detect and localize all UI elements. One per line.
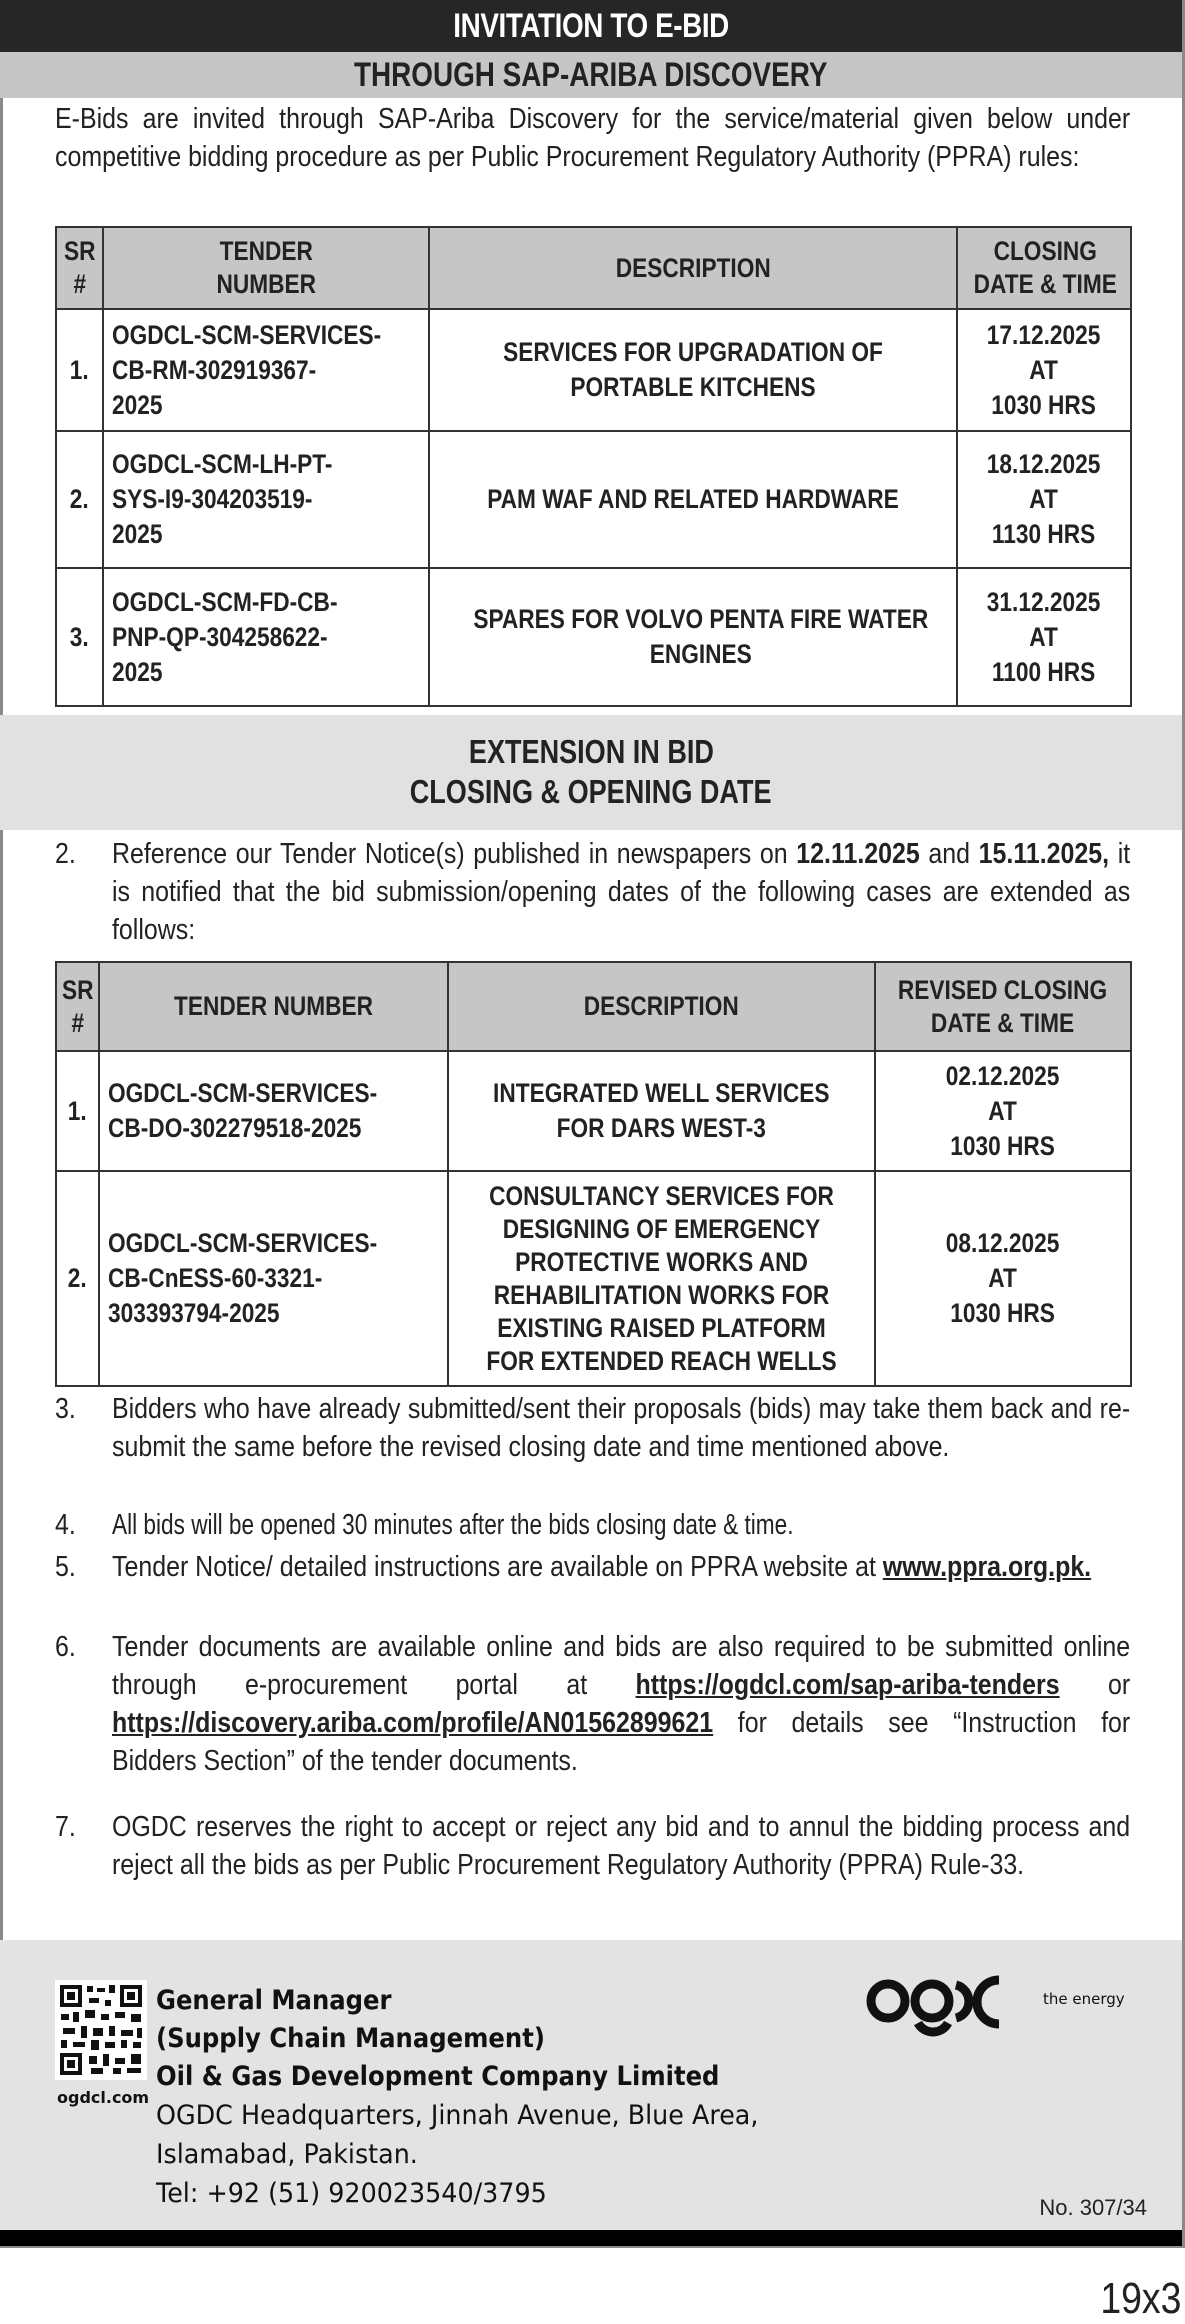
- tenders-table: [55, 226, 1132, 707]
- bottom-strip: [0, 2230, 1182, 2246]
- page-subtitle: THROUGH SAP-ARIBA DISCOVERY: [354, 56, 828, 94]
- revised-closing-cell: 02.12.2025 AT 1030 HRS: [875, 1051, 1131, 1171]
- header-sr: SR #: [56, 962, 99, 1051]
- extension-heading-line1: EXTENSION IN BID: [468, 733, 714, 770]
- title-bar: [0, 0, 1182, 52]
- item-number: 3.: [55, 1393, 76, 1425]
- header-description: DESCRIPTION: [448, 962, 875, 1051]
- extension-heading-line2: CLOSING & OPENING DATE: [410, 773, 772, 810]
- header-revised-closing: REVISED CLOSING DATE & TIME: [875, 962, 1131, 1051]
- header-tender-number: TENDER NUMBER: [103, 227, 429, 309]
- description-cell: SERVICES FOR UPGRADATION OF PORTABLE KITCHENS: [429, 309, 957, 431]
- issuer-department: (Supply Chain Management): [156, 2023, 545, 2054]
- header-description: DESCRIPTION: [429, 227, 957, 309]
- phone-line: Tel: +92 (51) 920023540/3795: [156, 2178, 547, 2209]
- issuer-company: Oil & Gas Development Company Limited: [156, 2061, 720, 2092]
- address-line: Islamabad, Pakistan.: [156, 2139, 418, 2170]
- logo-tagline: the energy: [1043, 1990, 1125, 2008]
- header-closing: CLOSING DATE & TIME: [957, 227, 1131, 309]
- closing-cell: 31.12.2025 AT 1100 HRS: [957, 568, 1131, 706]
- tender-number-cell: OGDCL-SCM-SERVICES- CB-DO-302279518-2025: [99, 1051, 448, 1171]
- closing-cell: 18.12.2025 AT 1130 HRS: [957, 431, 1131, 568]
- sr-cell: 2.: [56, 1171, 99, 1386]
- item-number: 2.: [55, 838, 76, 870]
- table-header-row: [56, 962, 1131, 1051]
- description-cell: CONSULTANCY SERVICES FOR DESIGNING OF EMERGENCY PROTECTIVE WORKS AND REHABILITATION WORKS FOR EXISTING RAISED PLATFORM FOR EXTENDED REACH WELLS: [448, 1171, 875, 1386]
- ogdc-logo-icon: [866, 1975, 976, 2055]
- table-row: [56, 1051, 1131, 1171]
- table-row: [56, 431, 1131, 568]
- header-sr: SR #: [56, 227, 103, 309]
- ad-size-label: 19x3: [1099, 2274, 1181, 2323]
- reference-number: No. 307/34: [1039, 2195, 1147, 2220]
- reference-date-1: 12.11.2025: [796, 838, 920, 870]
- item-number: 7.: [55, 1811, 76, 1843]
- tender-number-cell: OGDCL-SCM-FD-CB- PNP-QP-304258622- 2025: [103, 568, 429, 706]
- address-block: [156, 2096, 797, 2213]
- qr-label: ogdcl.com: [57, 2088, 150, 2107]
- item-number: 4.: [55, 1509, 76, 1541]
- extension-table: [55, 961, 1132, 1387]
- description-cell: SPARES FOR VOLVO PENTA FIRE WATER ENGINES: [429, 568, 957, 706]
- tender-number-cell: OGDCL-SCM-LH-PT- SYS-I9-304203519- 2025: [103, 431, 429, 568]
- description-cell: PAM WAF AND RELATED HARDWARE: [429, 431, 957, 568]
- page-title: INVITATION TO E-BID: [453, 7, 729, 45]
- address-line: OGDC Headquarters, Jinnah Avenue, Blue Area,: [156, 2100, 759, 2131]
- qr-code-icon[interactable]: [55, 1980, 147, 2080]
- sr-cell: 2.: [56, 431, 103, 568]
- table-header-row: [56, 227, 1131, 309]
- issuer-title: General Manager: [156, 1985, 392, 2016]
- subtitle-bar: [0, 52, 1182, 98]
- tender-number-cell: OGDCL-SCM-SERVICES- CB-CnESS-60-3321- 303393794-2025: [99, 1171, 448, 1386]
- header-tender-number: TENDER NUMBER: [99, 962, 448, 1051]
- tender-number-cell: OGDCL-SCM-SERVICES- CB-RM-302919367- 2025: [103, 309, 429, 431]
- ogdcl-sap-ariba-link[interactable]: https://ogdcl.com/sap-ariba-tenders: [635, 1669, 1060, 1701]
- table-row: [56, 309, 1131, 431]
- revised-closing-cell: 08.12.2025 AT 1030 HRS: [875, 1171, 1131, 1386]
- ariba-discovery-profile-link[interactable]: https://discovery.ariba.com/profile/AN01562899621: [112, 1707, 714, 1739]
- sr-cell: 1.: [56, 309, 103, 431]
- sr-cell: 1.: [56, 1051, 99, 1171]
- intro-paragraph: E-Bids are invited through SAP-Ariba Discovery for the service/material given below under competitive bidding procedure as per Public Procurement Regulatory Authority (PPRA) rules:: [55, 103, 1131, 173]
- table-row: [56, 568, 1131, 706]
- extension-heading: [0, 715, 1182, 830]
- closing-cell: 17.12.2025 AT 1030 HRS: [957, 309, 1131, 431]
- ppra-website-link[interactable]: www.ppra.org.pk.: [882, 1551, 1092, 1583]
- description-cell: INTEGRATED WELL SERVICES FOR DARS WEST-3: [448, 1051, 875, 1171]
- sr-cell: 3.: [56, 568, 103, 706]
- item-number: 5.: [55, 1551, 76, 1583]
- table-row: [56, 1171, 1131, 1386]
- issuer-block: [156, 1982, 782, 2096]
- reference-date-2: 15.11.2025,: [978, 838, 1110, 870]
- item-number: 6.: [55, 1631, 76, 1663]
